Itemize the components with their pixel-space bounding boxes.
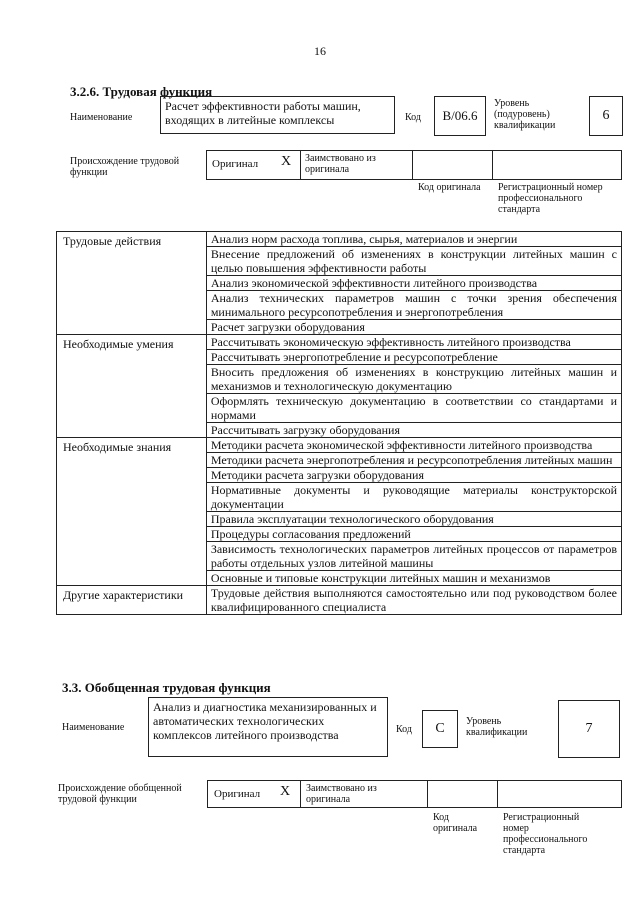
section-326-title: 3.2.6. Трудовая функция: [70, 84, 213, 99]
table-cell-item: Зависимость технологических параметров литейных процессов от параметров работы отдельных узлов литейной машины: [206, 542, 621, 571]
table-cell-item: Трудовые действия выполняются самостоятельно или под руководством более квалифицированного специалиста: [206, 586, 621, 615]
original-mark: X: [281, 154, 292, 169]
origin-label: Происхождение трудовой функции: [70, 156, 180, 178]
table-cell-item: Основные и типовые конструкции литейных машин и механизмов: [206, 571, 621, 586]
reg-number-caption-33: Регистрационный номер профессионального стандарта: [503, 812, 588, 856]
table-cell-item: Вносить предложения об изменениях в конструкцию литейных машин и механизмов и технологическую документацию: [206, 365, 621, 394]
table-cell-item: Анализ норм расхода топлива, сырья, материалов и энергии: [206, 232, 621, 247]
table-row: [57, 586, 622, 615]
table-cell-item: Методики расчета загрузки оборудования: [206, 468, 621, 483]
original-label-33: Оригинал: [214, 788, 261, 800]
table-cell-item: Анализ экономической эффективности литейного производства: [206, 276, 621, 291]
name-value-33: Анализ и диагностика механизированных и автоматических технологических комплексов литейного производства: [148, 697, 388, 757]
origin-row: [206, 150, 622, 180]
code-value-33: С: [422, 710, 458, 748]
table-cell-item: Правила эксплуатации технологического оборудования: [206, 512, 621, 527]
code-label: Код: [405, 112, 421, 123]
name-label: Наименование: [70, 112, 133, 123]
row-group-header: Трудовые действия: [57, 232, 207, 335]
code-original-caption: Код оригинала: [418, 182, 481, 193]
section-33-title: 3.3. Обобщенная трудовая функция: [62, 680, 271, 695]
level-label-33: Уровень квалификации: [466, 716, 528, 738]
table-cell-item: Рассчитывать экономическую эффективность литейного производства: [206, 335, 621, 350]
table-cell-item: Расчет загрузки оборудования: [206, 320, 621, 335]
level-value-33: 7: [558, 700, 620, 758]
table-cell-item: Внесение предложений об изменениях в конструкции литейных машин с целью повышения эффективности работы: [206, 247, 621, 276]
level-label: Уровень (подуровень) квалификации: [494, 98, 556, 131]
code-label-33: Код: [396, 724, 412, 735]
borrowed-label-33: Заимствовано из оригинала: [306, 783, 377, 805]
table-cell-item: Рассчитывать энергопотребление и ресурсопотребление: [206, 350, 621, 365]
table-row: [57, 335, 622, 350]
table-cell-item: Нормативные документы и руководящие материалы конструкторской документации: [206, 483, 621, 512]
row-group-header: Необходимые знания: [57, 438, 207, 586]
table-cell-item: Методики расчета энергопотребления и ресурсопотребления литейных машин: [206, 453, 621, 468]
row-group-header: Другие характеристики: [57, 586, 207, 615]
table-cell-item: Процедуры согласования предложений: [206, 527, 621, 542]
name-value: Расчет эффективности работы машин, входящих в литейные комплексы: [160, 96, 395, 134]
table-row: [57, 232, 622, 247]
table-cell-item: Оформлять техническую документацию в соответствии со стандартами и нормами: [206, 394, 621, 423]
table-cell-item: Рассчитывать загрузку оборудования: [206, 423, 621, 438]
code-original-caption-33: Код оригинала: [433, 812, 478, 834]
table-row: [57, 438, 622, 453]
function-table: [56, 231, 622, 615]
level-value: 6: [589, 96, 623, 136]
borrowed-label: Заимствовано из оригинала: [305, 153, 376, 175]
reg-number-caption: Регистрационный номер профессионального стандарта: [498, 182, 603, 215]
table-cell-item: Методики расчета экономической эффективности литейного производства: [206, 438, 621, 453]
row-group-header: Необходимые умения: [57, 335, 207, 438]
original-mark-33: X: [280, 784, 291, 799]
origin-label-33: Происхождение обобщенной трудовой функции: [58, 783, 182, 805]
name-label-33: Наименование: [62, 722, 125, 733]
code-value: В/06.6: [434, 96, 486, 136]
table-cell-item: Анализ технических параметров машин с точки зрения обеспечения минимального ресурсопотребления и энергопотребления: [206, 291, 621, 320]
page-number: 16: [314, 44, 326, 58]
original-label: Оригинал: [212, 158, 259, 170]
